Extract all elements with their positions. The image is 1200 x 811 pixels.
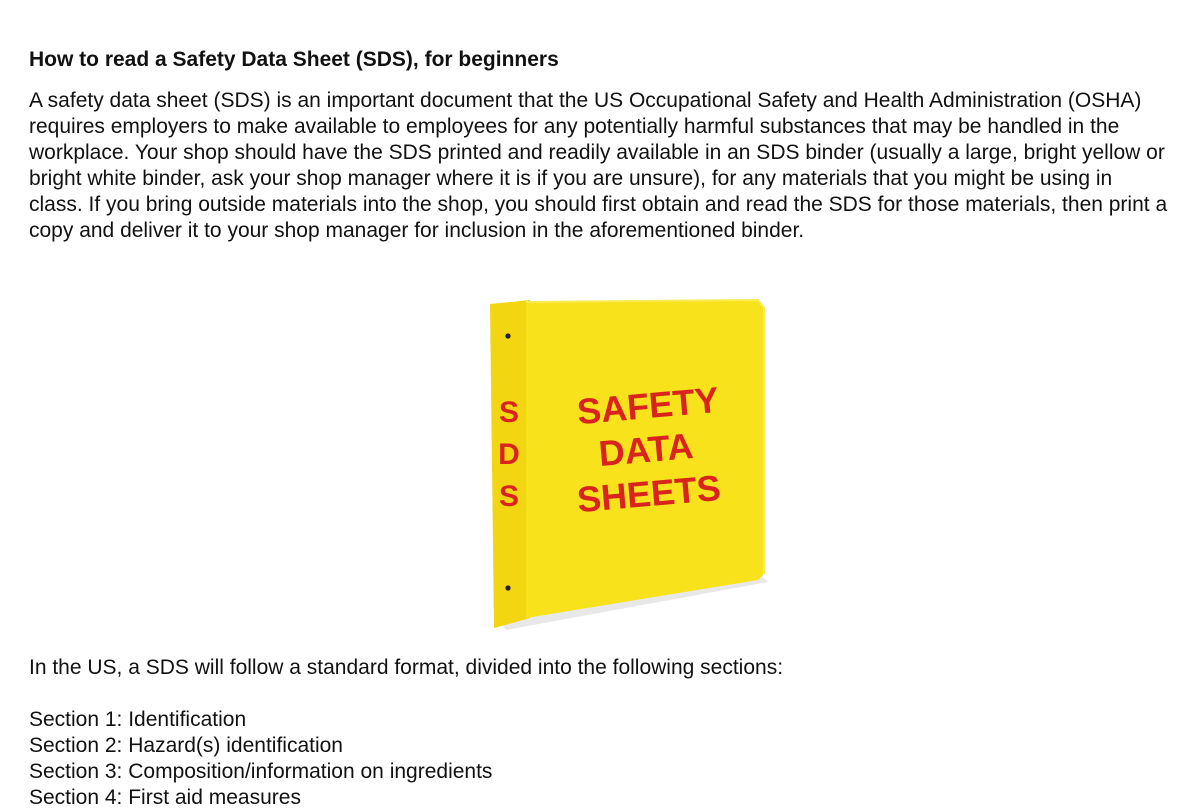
cover-line: DATA — [596, 425, 695, 475]
cover-line: SHEETS — [575, 466, 723, 521]
section-item: Section 4: First aid measures — [29, 786, 301, 809]
spine-letter: S — [498, 480, 520, 513]
spine-rivet-top — [505, 333, 510, 338]
page-title: How to read a Safety Data Sheet (SDS), for beginners — [29, 48, 559, 71]
spine-letter: S — [498, 396, 520, 429]
section-item: Section 2: Hazard(s) identification — [29, 734, 343, 757]
cover-line: SAFETY — [575, 378, 721, 433]
section-item: Section 3: Composition/information on ingredients — [29, 760, 493, 783]
spine-letter: D — [498, 438, 520, 471]
binder-illustration — [460, 292, 780, 632]
sections-intro: In the US, a SDS will follow a standard format, divided into the following sections: — [29, 656, 784, 679]
document-page — [29, 0, 1179, 809]
sds-section-list — [29, 707, 492, 811]
intro-paragraph: A safety data sheet (SDS) is an important document that the US Occupational Safety and Health Administration (OSHA) requires employers to make available to employees for any potentially harmful substances that may be handled in the workplace. Your shop should have the SDS printed and readily available in an SDS binder (usually a large, bright yellow or bright white binder, ask your shop manager where it is if you are unsure), for any materials that you might be using in class. If you bring outside materials into the shop, you should first obtain and read the SDS for those materials, then print a copy and deliver it to your shop manager for inclusion in the aforementioned binder. — [29, 89, 1168, 242]
spine-rivet-bottom — [505, 585, 510, 590]
section-item: Section 1: Identification — [29, 708, 247, 731]
sds-binder-image — [460, 292, 780, 632]
